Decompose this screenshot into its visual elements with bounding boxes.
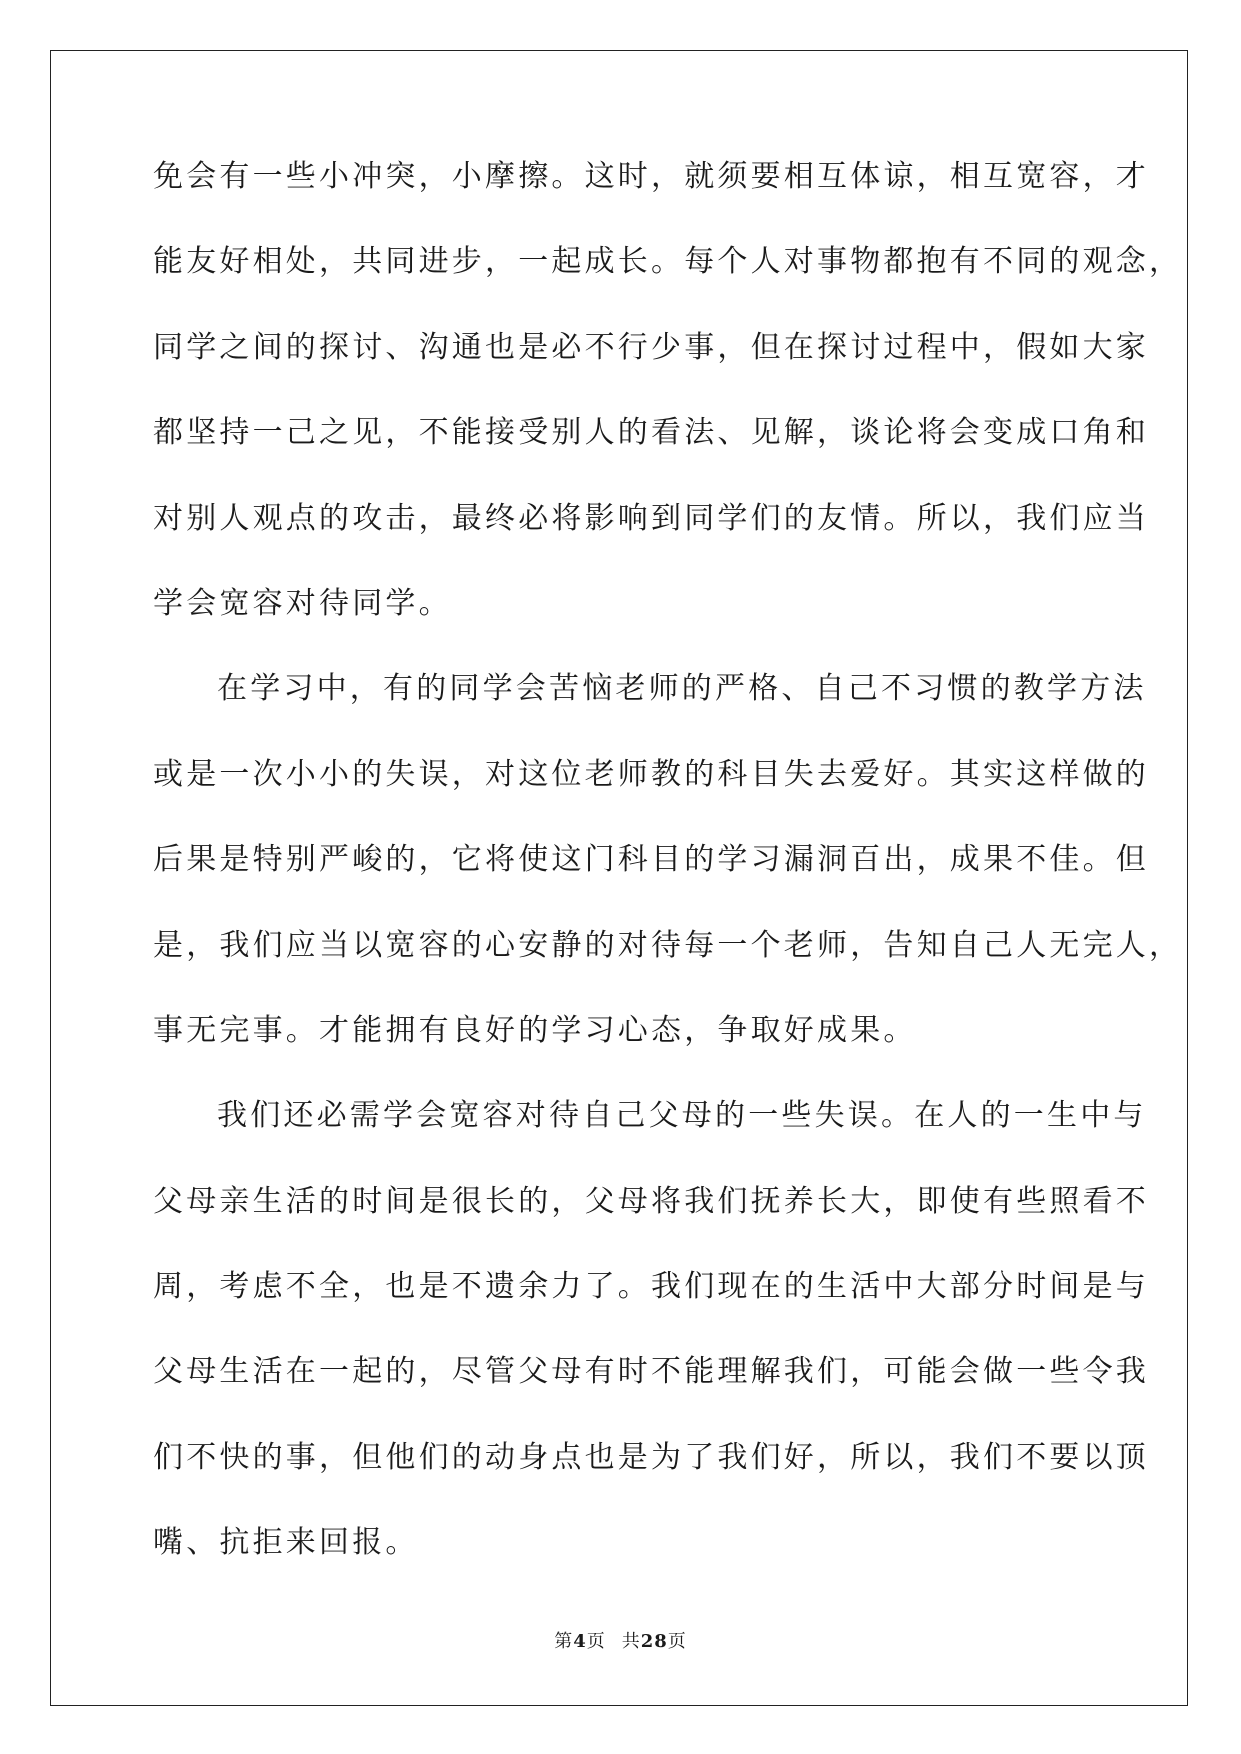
- text-line: 同学之间的探讨、沟通也是必不行少事，但在探讨过程中，假如大家: [153, 329, 1149, 365]
- text-line: 能友好相处，共同进步，一起成长。每个人对事物都抱有不同的观念，: [153, 244, 1183, 280]
- page-number: 4: [573, 1631, 587, 1652]
- page-suffix: 页: [586, 1631, 606, 1652]
- text-line: 后果是特别严峻的，它将使这门科目的学习漏洞百出，成果不佳。但: [153, 842, 1149, 878]
- total-prefix: 共: [621, 1631, 641, 1652]
- text-line: 们不快的事，但他们的动身点也是为了我们好，所以，我们不要以顶: [153, 1439, 1149, 1475]
- text-line: 我们还必需学会宽容对待自己父母的一些失误。在人的一生中与: [217, 1098, 1147, 1134]
- text-line: 免会有一些小冲突，小摩擦。这时，就须要相互体谅，相互宽容，才: [153, 159, 1149, 194]
- page-prefix: 第: [554, 1631, 574, 1652]
- text-line: 在学习中，有的同学会苦恼老师的严格、自己不习惯的教学方法: [217, 671, 1147, 707]
- text-line: 是，我们应当以宽容的心安静的对待每一个老师，告知自己人无完人，: [153, 927, 1183, 963]
- text-line: 学会宽容对待同学。: [153, 585, 452, 621]
- text-line: 父母亲生活的时间是很长的，父母将我们抚养长大，即使有些照看不: [153, 1183, 1149, 1219]
- text-line: 对别人观点的攻击，最终必将影响到同学们的友情。所以，我们应当: [153, 500, 1149, 536]
- text-line: 事无完事。才能拥有良好的学习心态，争取好成果。: [153, 1012, 917, 1048]
- text-line: 嘴、抗拒来回报。: [153, 1525, 419, 1561]
- total-suffix: 页: [667, 1631, 687, 1652]
- total-pages: 28: [640, 1631, 668, 1652]
- text-line: 周，考虑不全，也是不遗余力了。我们现在的生活中大部分时间是与: [153, 1269, 1149, 1305]
- text-line: 都坚持一己之见，不能接受别人的看法、见解，谈论将会变成口角和: [153, 415, 1149, 451]
- text-line: 或是一次小小的失误，对这位老师教的科目失去爱好。其实这样做的: [153, 756, 1149, 792]
- text-line: 父母生活在一起的，尽管父母有时不能理解我们，可能会做一些令我: [153, 1354, 1149, 1390]
- page-footer: [0, 1630, 1241, 1654]
- document-body: [153, 159, 1183, 1612]
